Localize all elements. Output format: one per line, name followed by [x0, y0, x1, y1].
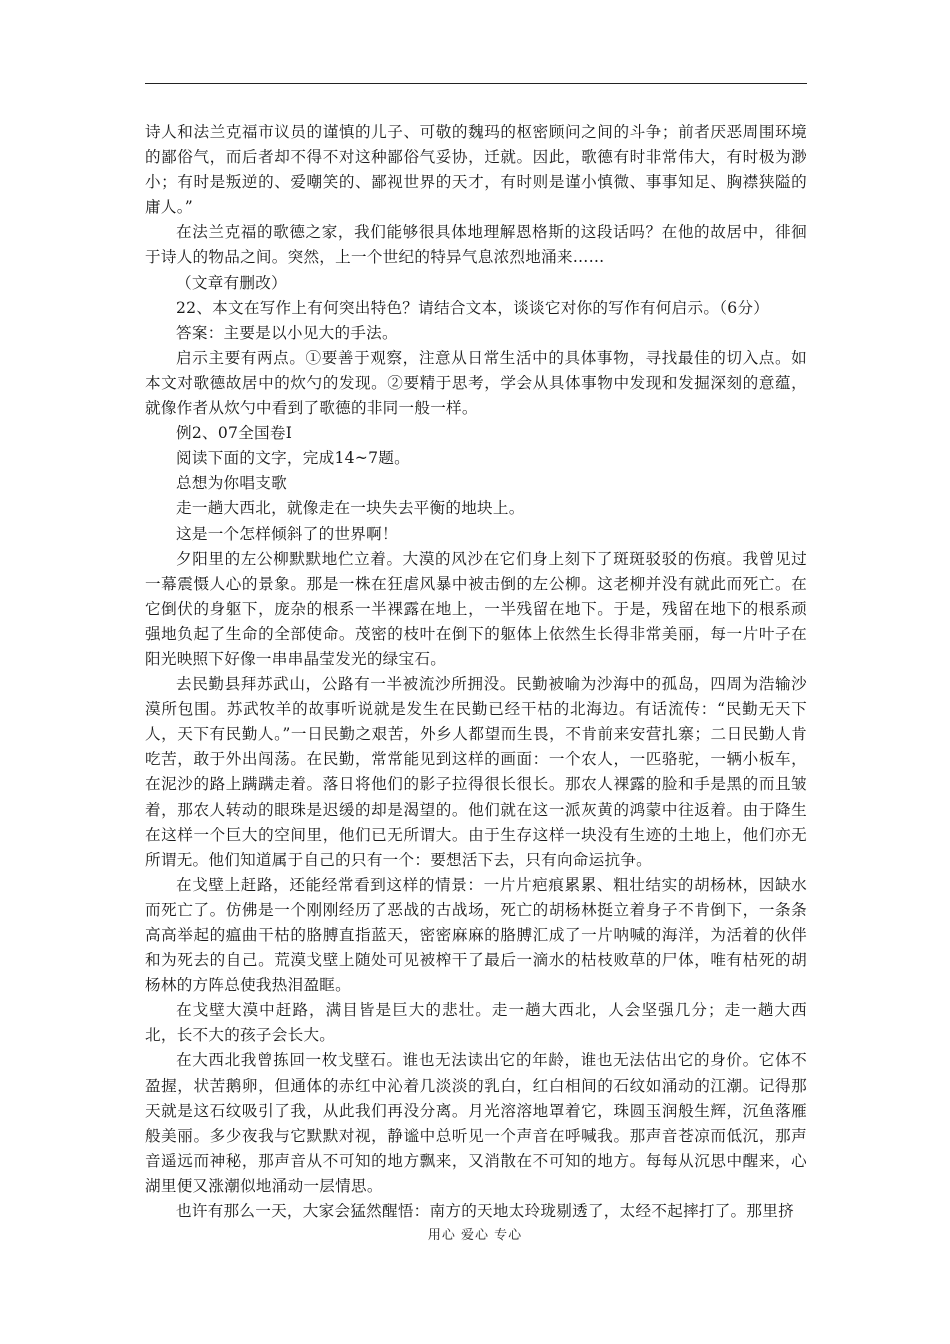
instruction: 阅读下面的文字，完成14~7题。	[176, 449, 410, 468]
paragraph: 启示主要有两点。①要善于观察，注意从日常生活中的具体事物，寻找最佳的切入点。如本文对歌德故居中的炊勺的发现。②要精于思考，学会从具体事物中发现和发掘深刻的意蕴，就像作者从炊勺中看到了歌德的非同一般一样。	[145, 348, 807, 418]
paragraph: 夕阳里的左公柳默默地伫立着。大漠的风沙在它们身上刻下了斑斑驳驳的伤痕。我曾见过一幕震慑人心的景象。那是一株在狂虐风暴中被击倒的左公柳。这老柳并没有就此而死亡。在它倒伏的身躯下，庞杂的根系一半裸露在地上，一半残留在地下。于是，残留在地下的根系顽强地负起了生命的全部使命。茂密的枝叶在倒下的躯体上依然生长得非常美丽，每一片叶子在阳光映照下好像一串串晶莹发光的绿宝石。	[145, 549, 807, 668]
paragraph: （文章有删改）	[176, 273, 287, 292]
paragraph: 在戈壁上赶路，还能经常看到这样的情景：一片片疤痕累累、粗壮结实的胡杨林，因缺水而死亡了。仿佛是一个刚刚经历了恶战的古战场，死亡的胡杨林挺立着身子不肯倒下，一条条高高举起的瘟曲干枯的胳膊直指蓝天，密密麻麻的胳膊汇成了一片呐喊的海洋，为活着的伙伴和为死去的自己。荒漠戈壁上随处可见被榨干了最后一滴水的枯枝败草的尸体，唯有枯死的胡杨林的方阵总使我热泪盈眶。	[145, 875, 807, 995]
page-footer: 用心 爱心 专心	[427, 1228, 523, 1243]
article-title: 总想为你唱支歌	[176, 474, 287, 493]
paragraph: 在法兰克福的歌德之家，我们能够很具体地理解恩格斯的这段话吗？在他的故居中，徘徊于诗人的物品之间。突然，上一个世纪的特异气息浓烈地涌来……	[145, 223, 807, 267]
paragraph: 这是一个怎样倾斜了的世界啊！	[176, 524, 398, 543]
paragraph: 走一趟大西北，就像走在一块失去平衡的地块上。	[176, 499, 525, 518]
question-22: 22、本文在写作上有何突出特色？请结合文本，谈谈它对你的写作有何启示。（6分）	[176, 298, 770, 317]
paragraph: 诗人和法兰克福市议员的谨慎的儿子、可敬的魏玛的枢密顾问之间的斗争；前者厌恶周围环境的鄙俗气，而后者却不得不对这种鄙俗气妥协，迁就。因此，歌德有时非常伟大，有时极为渺小；有时是叛逆的、爱嘲笑的、鄙视世界的天才，有时则是谨小慎微、事事知足、胸襟狭隘的庸人。”	[145, 123, 807, 217]
example-heading: 例2、07全国卷Ⅰ	[176, 424, 293, 443]
paragraph: 也许有那么一天，大家会猛然醒悟：南方的天地太玲珑剔透了，太经不起摔打了。那里挤	[176, 1202, 794, 1221]
paragraph: 在大西北我曾拣回一枚戈壁石。谁也无法读出它的年龄，谁也无法估出它的身价。它体不盈握，状苦鹅卵，但通体的赤红中沁着几淡淡的乳白，红白相间的石纹如涌动的江潮。记得那天就是这石纹吸引了我，从此我们再没分离。月光溶溶地罩着它，珠圆玉润般生辉，沉鱼落雁般美丽。多少夜我与它默默对视，静谧中总听见一个声音在呼喊我。那声音苍凉而低沉，那声音遥远而神秘，那声音从不可知的地方飘来，又消散在不可知的地方。每每从沉思中醒来，心湖里便又涨潮似地涌动一层情思。	[145, 1051, 807, 1195]
paragraph: 去民勤县拜苏武山，公路有一半被流沙所拥没。民勤被喻为沙海中的孤岛，四周为浩输沙漠所包围。苏武牧羊的故事听说就是发生在民勤已经干枯的北海边。有话流传：“民勤无天下人，天下有民勤人。”一日民勤之艰苦，外乡人都望而生畏，不肯前来安营扎寨；二日民勤人肯吃苦，敢于外出闯荡。在民勤，常常能见到这样的画面：一个农人，一匹骆驼，一辆小板车，在泥沙的路上蹒蹒走着。落日将他们的影子拉得很长很长。那农人裸露的脸和手是黑的而且皱着，那农人转动的眼珠是迟缓的却是渴望的。他们就在这一派灰黄的鸿蒙中往返着。由于降生在这样一个巨大的空间里，他们已无所谓大。由于生存这样一块没有生迹的土地上，他们亦无所谓无。他们知道属于自己的只有一个：要想活下去，只有向命运抗争。	[145, 675, 807, 869]
header-rule	[145, 83, 807, 84]
answer: 答案：主要是以小见大的手法。	[176, 323, 398, 342]
paragraph: 在戈壁大漠中赶路，满目皆是巨大的悲壮。走一趟大西北，人会坚强几分；走一趟大西北，长不大的孩子会长大。	[145, 1001, 807, 1045]
document-body	[145, 120, 807, 1224]
